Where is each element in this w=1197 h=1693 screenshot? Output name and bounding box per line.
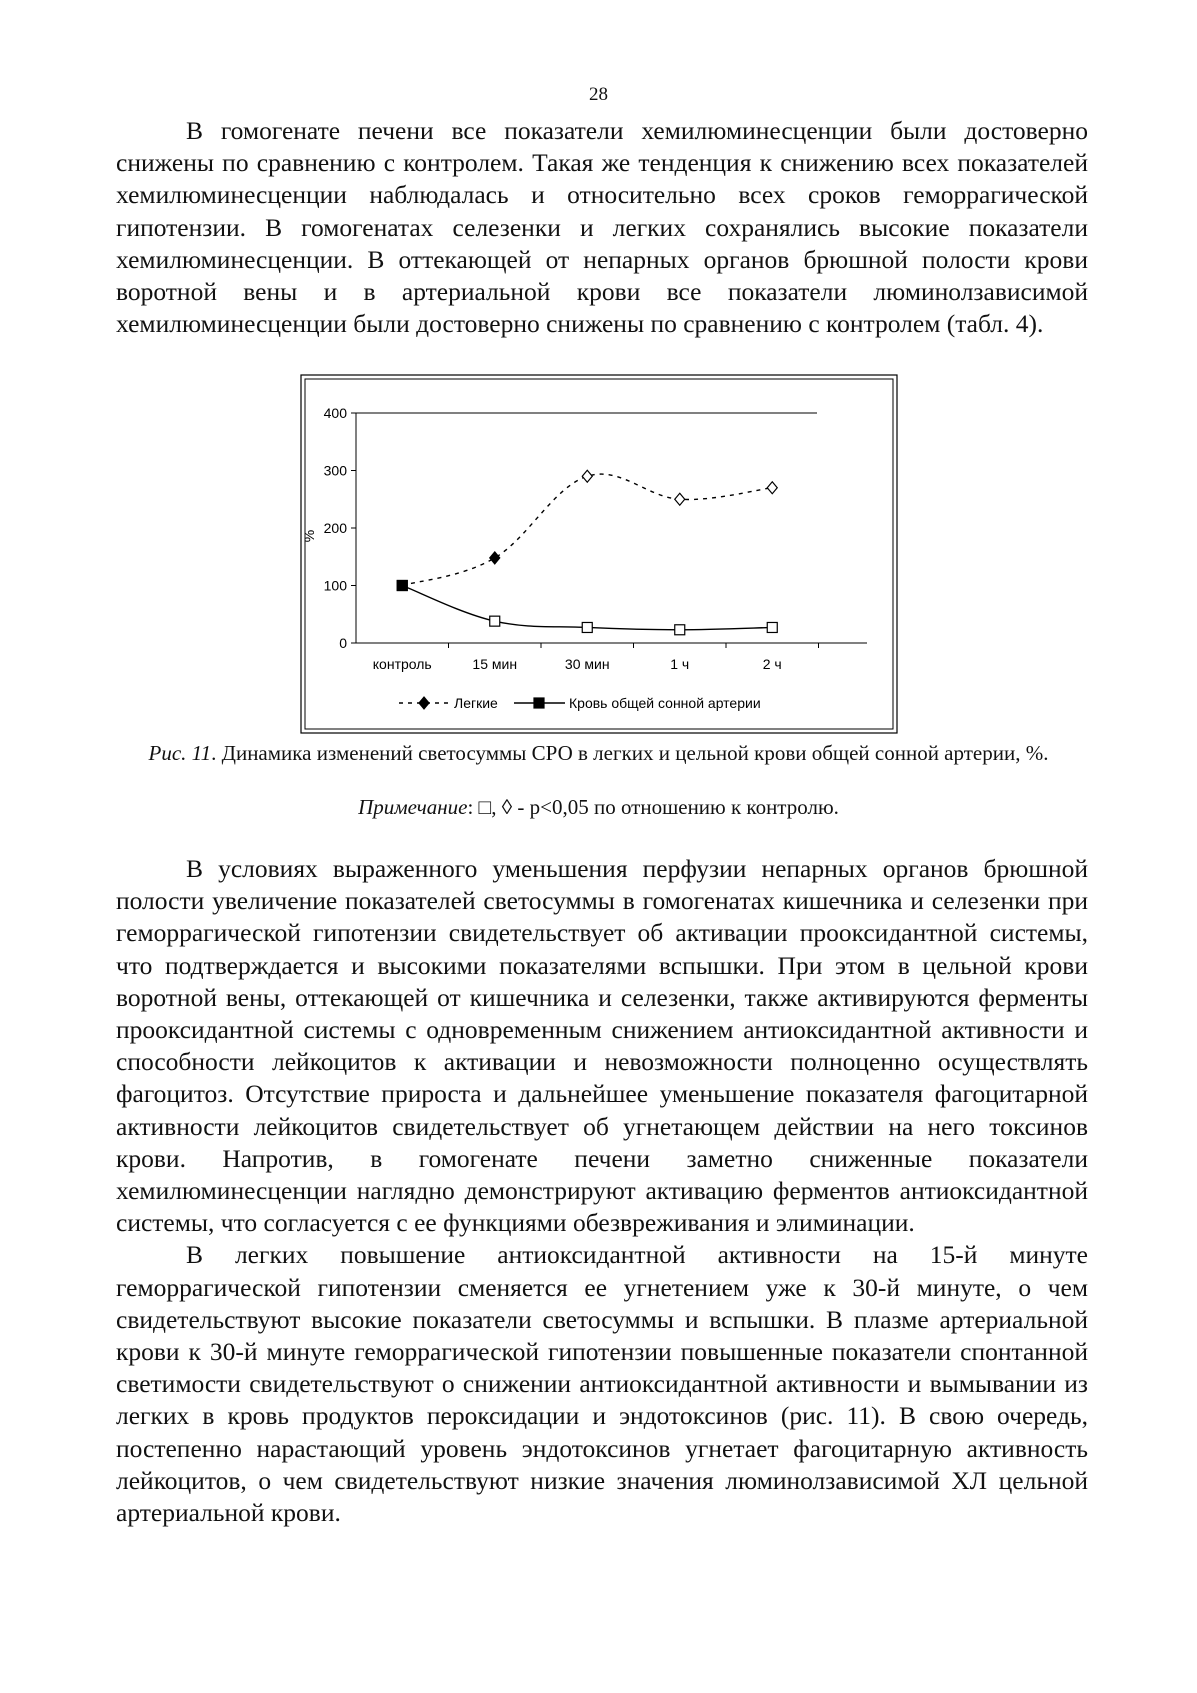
- legend-marker-artery: [534, 698, 544, 708]
- artery-data-point: [767, 622, 777, 632]
- legend-label-artery: Кровь общей сонной артерии: [569, 695, 761, 711]
- figure-note-text: : □, ◊ - р<0,05 по отношению к контролю.: [467, 795, 839, 819]
- figure-chart: [299, 373, 899, 735]
- y-tick-label: 0: [339, 635, 347, 651]
- text-block-bottom: [116, 853, 1088, 1529]
- chart-legend: [399, 695, 761, 711]
- paragraph: В условиях выраженного уменьшения перфузии непарных органов брюшной полости увеличение показателей светосуммы в гомогенатах кишечника и селезенки при геморрагической гипотензии свидетельствует об активации прооксидантной системы, что подтверждается и высокими показателями вспышки. При этом в цельной крови воротной вены, оттекающей от кишечника и селезенки, также активируются ферменты прооксидантной системы с одновременным снижением антиоксидантной активности и способности лейкоцитов к активации и невозможности полноценно осуществлять фагоцитоз. Отсутствие прироста и дальнейшее уменьшение показателя фагоцитарной активности лейкоцитов свидетельствует об угнетающем действии на него токсинов крови. Напротив, в гомогенате печени заметно сниженные показатели хемилюминесценции наглядно демонстрируют активацию ферментов антиоксидантной системы, что согласуется с ее функциями обезвреживания и элиминации.: [116, 854, 1088, 1238]
- y-tick-label: 200: [323, 520, 347, 536]
- y-tick-label: 400: [323, 405, 347, 421]
- y-axis-label: %: [301, 529, 317, 543]
- figure-caption: [140, 740, 1057, 767]
- x-tick-label: 1 ч: [670, 656, 690, 672]
- lungs-data-point: [397, 581, 407, 591]
- legend-label-lungs: Легкие: [454, 695, 498, 711]
- x-tick-label: контроль: [372, 656, 432, 672]
- x-tick-label: 15 мин: [472, 656, 518, 672]
- figure-note: [140, 794, 1057, 821]
- y-tick-label: 100: [323, 577, 347, 594]
- figure-caption-label: Рис. 11: [148, 741, 212, 765]
- y-tick-label: 300: [323, 462, 347, 479]
- line-chart: [299, 373, 899, 735]
- paragraph: В гомогенате печени все показатели хемилюминесценции были достоверно снижены по сравнению с контролем. Такая же тенденция к снижению всех показателей хемилюминесценции наблюдалась и относительно всех сроков геморрагической гипотензии. В гомогенатах селезенки и легких сохранялись высокие показатели хемилюминесценции. В оттекающей от непарных органов брюшной полости крови воротной вены и в артериальной крови все показатели люминолзависимой хемилюминесценции были достоверно снижены по сравнению с контролем (табл. 4).: [116, 116, 1088, 339]
- figure-outer-frame: [301, 375, 897, 733]
- figure-note-label: Примечание: [358, 795, 468, 819]
- x-tick-label: 30 мин: [564, 656, 610, 672]
- paragraph: В легких повышение антиоксидантной активности на 15-й минуте геморрагической гипотензии сменяется ее угнетением уже к 30-й минуте, о чем свидетельствуют высокие показатели светосуммы и вспышки. В плазме артериальной крови к 30-й минуте геморрагической гипотензии повышенные показатели спонтанной светимости свидетельствуют о снижении антиоксидантной активности и вымывании из легких в кровь продуктов пероксидации и эндотоксинов (рис. 11). В свою очередь, постепенно нарастающий уровень эндотоксинов угнетает фагоцитарную активность лейкоцитов, о чем свидетельствуют низкие значения люминолзависимой ХЛ цельной артериальной крови.: [116, 1240, 1088, 1528]
- artery-data-point: [675, 625, 685, 635]
- artery-data-point: [490, 616, 500, 626]
- text-block-top: [116, 115, 1088, 340]
- x-tick-label: 2 ч: [762, 656, 782, 672]
- page-number: 28: [589, 84, 608, 105]
- figure-caption-text: . Динамика изменений светосуммы СРО в легких и цельной крови общей сонной артерии, %.: [211, 741, 1049, 765]
- artery-data-point: [582, 622, 592, 632]
